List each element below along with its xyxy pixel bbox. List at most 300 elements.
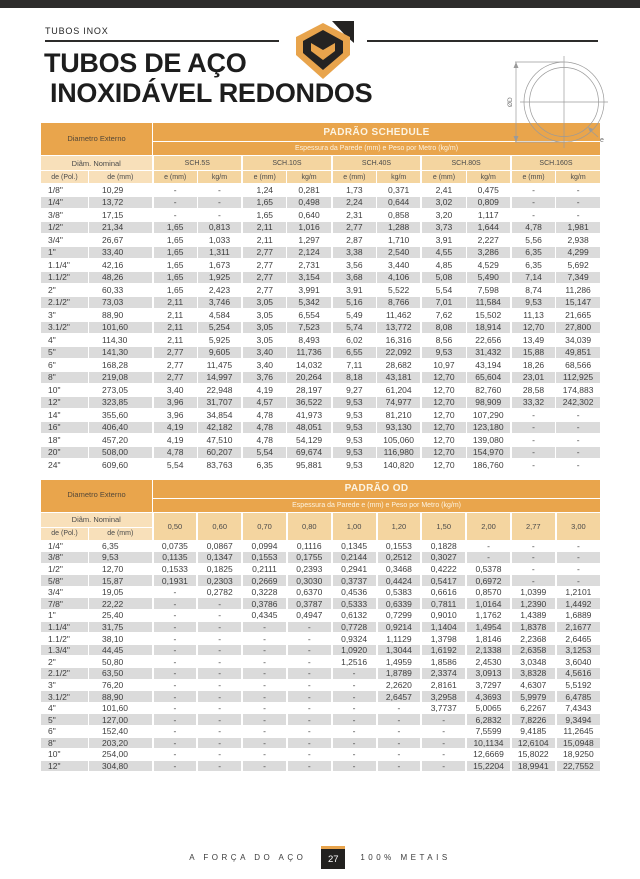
- table-cell: 12,70: [421, 446, 466, 459]
- table-cell: 1,4954: [466, 621, 511, 633]
- table-cell: 0,858: [377, 209, 422, 222]
- table-cell: 12,70: [421, 459, 466, 472]
- schedule-group-header: SCH.40S: [332, 156, 422, 171]
- table-cell: 203,20: [89, 737, 153, 749]
- table-cell: 152,40: [89, 726, 153, 738]
- table-cell: 8,08: [421, 321, 466, 334]
- table-cell: 112,925: [556, 371, 601, 384]
- table-cell: -: [332, 737, 377, 749]
- table-cell: 5/8": [41, 575, 89, 587]
- table-cell: -: [242, 668, 287, 680]
- table-cell: 1,2101: [556, 586, 601, 598]
- table-cell: -: [197, 196, 242, 209]
- table-cell: 1/8": [41, 184, 89, 197]
- table-cell: 74,977: [377, 396, 422, 409]
- table-cell: 43,194: [466, 359, 511, 372]
- table-cell: 2,8161: [421, 679, 466, 691]
- table-cell: 9,53: [332, 421, 377, 434]
- table-row: [41, 552, 601, 564]
- table-cell: -: [197, 598, 242, 610]
- table-cell: 8": [41, 737, 89, 749]
- table-cell: 9,4185: [511, 726, 556, 738]
- table-cell: 98,909: [466, 396, 511, 409]
- table-cell: 10,1134: [466, 737, 511, 749]
- table-cell: 1,2516: [332, 656, 377, 668]
- table-cell: 10,97: [421, 359, 466, 372]
- table-cell: -: [197, 656, 242, 668]
- table-cell: -: [556, 563, 601, 575]
- table-cell: 7,11: [332, 359, 377, 372]
- page-number: 27: [328, 853, 339, 865]
- table-cell: 0,7728: [332, 621, 377, 633]
- table-cell: -: [287, 656, 332, 668]
- table-cell: -: [511, 184, 556, 197]
- table-cell: 2,11: [242, 221, 287, 234]
- table-cell: -: [511, 421, 556, 434]
- table-cell: 6,55: [332, 346, 377, 359]
- table-cell: 1,288: [377, 221, 422, 234]
- table-cell: 2,731: [287, 259, 332, 272]
- sub-col-header: e (mm): [153, 171, 198, 184]
- table-row: [41, 209, 601, 222]
- table-cell: 28,58: [511, 384, 556, 397]
- table-cell: -: [242, 760, 287, 772]
- table-cell: 7,8226: [511, 714, 556, 726]
- table-cell: 6,35: [511, 246, 556, 259]
- section-label: TUBOS INOX: [45, 26, 109, 36]
- table-cell: 254,00: [89, 749, 153, 761]
- table-cell: 5,0065: [466, 702, 511, 714]
- table-cell: -: [421, 726, 466, 738]
- table-cell: 0,644: [377, 196, 422, 209]
- table-cell: 47,510: [197, 434, 242, 447]
- table-cell: -: [556, 575, 601, 587]
- table-cell: 1,0920: [332, 644, 377, 656]
- table-cell: 1/2": [41, 221, 89, 234]
- table-cell: 22,7552: [556, 760, 601, 772]
- table-cell: -: [511, 552, 556, 564]
- table-cell: 81,210: [377, 409, 422, 422]
- table-cell: 0,2303: [197, 575, 242, 587]
- table-cell: 6,4785: [556, 691, 601, 703]
- table-cell: 36,522: [287, 396, 332, 409]
- table-cell: 9,53: [89, 552, 153, 564]
- table-cell: 508,00: [89, 446, 153, 459]
- table-cell: 174,883: [556, 384, 601, 397]
- table-cell: 2,1338: [466, 644, 511, 656]
- table-cell: 31,707: [197, 396, 242, 409]
- table-cell: 3,05: [242, 296, 287, 309]
- table-row: [41, 259, 601, 272]
- table-cell: -: [556, 196, 601, 209]
- table-cell: 141,30: [89, 346, 153, 359]
- table-cell: 1,644: [466, 221, 511, 234]
- table-cell: 5,490: [466, 271, 511, 284]
- table-cell: 4,78: [153, 446, 198, 459]
- table-cell: 6,2267: [511, 702, 556, 714]
- thickness-col-header: 3,00: [556, 512, 601, 540]
- table-row: [41, 396, 601, 409]
- table-cell: 154,970: [466, 446, 511, 459]
- table-cell: 3,68: [332, 271, 377, 284]
- table-cell: -: [332, 760, 377, 772]
- table-cell: 12": [41, 760, 89, 772]
- table-cell: 12,70: [89, 563, 153, 575]
- table-cell: 2,77: [242, 259, 287, 272]
- table-cell: -: [377, 702, 422, 714]
- table-cell: -: [511, 409, 556, 422]
- table-cell: 2,11: [153, 321, 198, 334]
- table-cell: -: [332, 679, 377, 691]
- table-cell: 0,1553: [242, 552, 287, 564]
- table-cell: 0,3787: [287, 598, 332, 610]
- table-cell: -: [332, 749, 377, 761]
- table-cell: 68,566: [556, 359, 601, 372]
- table-row: [41, 221, 601, 234]
- table-row: [41, 563, 601, 575]
- table-cell: -: [153, 702, 198, 714]
- table-row: [41, 679, 601, 691]
- table-cell: 0,3786: [242, 598, 287, 610]
- table-cell: 2,77: [153, 371, 198, 384]
- table-cell: 93,130: [377, 421, 422, 434]
- page-title: [44, 48, 372, 108]
- table-cell: 1,65: [153, 221, 198, 234]
- table-cell: 3,440: [377, 259, 422, 272]
- table-cell: 0,2669: [242, 575, 287, 587]
- col-header-inches: de (Pol.): [41, 171, 89, 184]
- table-cell: 1,65: [153, 246, 198, 259]
- table-cell: 2,2368: [511, 633, 556, 645]
- table-cell: 0,3228: [242, 586, 287, 598]
- table-row: [41, 421, 601, 434]
- table-cell: 1,65: [153, 234, 198, 247]
- table-cell: 10": [41, 749, 89, 761]
- table-cell: -: [153, 714, 198, 726]
- footer-slogan-left: A FORÇA DO AÇO: [189, 853, 307, 862]
- table-cell: 18": [41, 434, 89, 447]
- table-cell: 9,53: [511, 296, 556, 309]
- table-cell: 2,540: [377, 246, 422, 259]
- thickness-col-header: 0,60: [197, 512, 242, 540]
- od-table-title: PADRÃO OD: [153, 479, 601, 498]
- table-cell: 5,9979: [511, 691, 556, 703]
- table-row: [41, 540, 601, 552]
- table-cell: 18,9250: [556, 749, 601, 761]
- table-cell: 0,3468: [377, 563, 422, 575]
- table-cell: 0,5383: [377, 586, 422, 598]
- table-cell: 12,70: [421, 421, 466, 434]
- table-cell: 4,78: [242, 434, 287, 447]
- table-cell: 27,800: [556, 321, 601, 334]
- table-cell: 2,11: [153, 309, 198, 322]
- table-cell: 0,5417: [421, 575, 466, 587]
- table-cell: 2,124: [287, 246, 332, 259]
- schedule-group-header: SCH.80S: [421, 156, 511, 171]
- table-cell: -: [332, 714, 377, 726]
- table-cell: -: [332, 702, 377, 714]
- table-cell: 2,6358: [511, 644, 556, 656]
- table-cell: 0,6616: [421, 586, 466, 598]
- table-cell: 3,73: [421, 221, 466, 234]
- table-cell: 9,53: [332, 459, 377, 472]
- table-cell: 7,349: [556, 271, 601, 284]
- thickness-col-header: 0,70: [242, 512, 287, 540]
- table-cell: 1,117: [466, 209, 511, 222]
- table-row: [41, 610, 601, 622]
- table-cell: 5,254: [197, 321, 242, 334]
- table-cell: 15,8022: [511, 749, 556, 761]
- table-cell: 6": [41, 359, 89, 372]
- table-cell: 7,14: [511, 271, 556, 284]
- table-cell: 3,154: [287, 271, 332, 284]
- sub-col-header: e (mm): [511, 171, 556, 184]
- table-cell: -: [287, 726, 332, 738]
- table-cell: 1,4959: [377, 656, 422, 668]
- table-cell: 26,67: [89, 234, 153, 247]
- table-cell: 0,1345: [332, 540, 377, 552]
- title-line-2: INOXIDÁVEL REDONDOS: [50, 78, 373, 108]
- footer-slogan-right: 100% METAIS: [360, 853, 451, 862]
- table-cell: 186,760: [466, 459, 511, 472]
- table-row: [41, 726, 601, 738]
- thickness-col-header: 1,50: [421, 512, 466, 540]
- table-row: [41, 234, 601, 247]
- table-cell: 11,475: [197, 359, 242, 372]
- table-cell: 2,87: [332, 234, 377, 247]
- table-cell: -: [377, 760, 422, 772]
- table-cell: -: [197, 668, 242, 680]
- table-cell: 2,4530: [466, 656, 511, 668]
- table-cell: -: [153, 668, 198, 680]
- table-row: [41, 459, 601, 472]
- table-cell: 12,70: [421, 434, 466, 447]
- col-header-mm: de (mm): [89, 171, 153, 184]
- sub-col-header: e (mm): [421, 171, 466, 184]
- od-table-subtitle: Espessura da Parede e (mm) e Peso por Metro (kg/m): [153, 498, 601, 512]
- table-cell: 2,11: [153, 296, 198, 309]
- table-cell: 8,56: [421, 334, 466, 347]
- table-cell: 2,41: [421, 184, 466, 197]
- table-cell: 1,8146: [466, 633, 511, 645]
- table-cell: 25,40: [89, 610, 153, 622]
- table-cell: 0,1828: [421, 540, 466, 552]
- table-cell: 1,0399: [511, 586, 556, 598]
- table-cell: 3,20: [421, 209, 466, 222]
- table-cell: -: [556, 540, 601, 552]
- sub-col-header: kg/m: [377, 171, 422, 184]
- table-cell: -: [153, 726, 198, 738]
- table-cell: 33,32: [511, 396, 556, 409]
- table-cell: 609,60: [89, 459, 153, 472]
- table-cell: 1,3798: [421, 633, 466, 645]
- table-cell: 0,498: [287, 196, 332, 209]
- table-cell: 2,423: [197, 284, 242, 297]
- table-cell: 3,7297: [466, 679, 511, 691]
- table-row: [41, 434, 601, 447]
- table-cell: 2,6457: [377, 691, 422, 703]
- thickness-col-header: 0,50: [153, 512, 198, 540]
- table-cell: 0,809: [466, 196, 511, 209]
- table-cell: 0,6132: [332, 610, 377, 622]
- table-cell: 3,05: [242, 309, 287, 322]
- table-cell: 0,2512: [377, 552, 422, 564]
- title-line-1: TUBOS DE AÇO: [44, 48, 247, 78]
- thickness-col-header: 2,00: [466, 512, 511, 540]
- table-cell: 2,77: [242, 284, 287, 297]
- table-cell: 168,28: [89, 359, 153, 372]
- table-cell: 12,70: [421, 371, 466, 384]
- table-cell: 8,74: [511, 284, 556, 297]
- table-cell: 406,40: [89, 421, 153, 434]
- table-cell: -: [197, 184, 242, 197]
- table-cell: 3,2958: [421, 691, 466, 703]
- table-cell: 17,15: [89, 209, 153, 222]
- table-cell: 2.1/2": [41, 296, 89, 309]
- table-cell: 7,5599: [466, 726, 511, 738]
- table-cell: -: [287, 633, 332, 645]
- table-cell: 9,53: [332, 409, 377, 422]
- table-cell: 1,925: [197, 271, 242, 284]
- table-cell: 31,432: [466, 346, 511, 359]
- table-cell: -: [197, 621, 242, 633]
- table-cell: 4,5616: [556, 668, 601, 680]
- corner-header: Diametro Externo: [41, 123, 153, 156]
- table-cell: 28,682: [377, 359, 422, 372]
- table-cell: 9,53: [332, 446, 377, 459]
- table-row: [41, 737, 601, 749]
- table-cell: 3,91: [332, 284, 377, 297]
- table-cell: 0,2941: [332, 563, 377, 575]
- table-cell: 1,73: [332, 184, 377, 197]
- corner-header: Diametro Externo: [41, 479, 153, 512]
- col-header-inches: de (Pol.): [41, 527, 89, 540]
- table-cell: 5,522: [377, 284, 422, 297]
- table-cell: 11,736: [287, 346, 332, 359]
- schedule-group-header: SCH.5S: [153, 156, 243, 171]
- table-cell: 1,1762: [466, 610, 511, 622]
- page-number-badge: [321, 846, 345, 869]
- table-cell: 1,2390: [511, 598, 556, 610]
- table-cell: 2,11: [153, 334, 198, 347]
- table-cell: 1.3/4": [41, 644, 89, 656]
- sub-col-header: kg/m: [466, 171, 511, 184]
- table-cell: -: [466, 540, 511, 552]
- table-cell: 1.1/4": [41, 259, 89, 272]
- table-cell: 65,604: [466, 371, 511, 384]
- table-cell: 0,1347: [197, 552, 242, 564]
- table-cell: 4,57: [242, 396, 287, 409]
- table-cell: 3,991: [287, 284, 332, 297]
- table-cell: 101,60: [89, 702, 153, 714]
- table-cell: 9,53: [332, 434, 377, 447]
- table-row: [41, 446, 601, 459]
- table-cell: 3,38: [332, 246, 377, 259]
- table-cell: 457,20: [89, 434, 153, 447]
- table-cell: 1,3044: [377, 644, 422, 656]
- table-row: [41, 284, 601, 297]
- table-cell: -: [511, 575, 556, 587]
- table-cell: 3,76: [242, 371, 287, 384]
- table-cell: 0,9010: [421, 610, 466, 622]
- table-cell: 2,3374: [421, 668, 466, 680]
- table-cell: 10": [41, 384, 89, 397]
- table-cell: 22,656: [466, 334, 511, 347]
- table-cell: 4,78: [242, 421, 287, 434]
- table-cell: 1,033: [197, 234, 242, 247]
- table-cell: 0,9324: [332, 633, 377, 645]
- table-cell: 3/4": [41, 234, 89, 247]
- table-cell: 1/2": [41, 563, 89, 575]
- table-cell: 5,54: [242, 446, 287, 459]
- table-cell: 2,77: [153, 359, 198, 372]
- table-row: [41, 668, 601, 680]
- table-cell: -: [242, 644, 287, 656]
- table-cell: 88,90: [89, 309, 153, 322]
- table-cell: 49,851: [556, 346, 601, 359]
- table-cell: 3,05: [242, 321, 287, 334]
- table-cell: 0,0735: [153, 540, 198, 552]
- table-cell: 3,91: [421, 234, 466, 247]
- table-cell: 11,584: [466, 296, 511, 309]
- table-cell: -: [556, 552, 601, 564]
- table-cell: 0,4947: [287, 610, 332, 622]
- table-cell: 0,7811: [421, 598, 466, 610]
- table-cell: 0,2144: [332, 552, 377, 564]
- table-row: [41, 321, 601, 334]
- table-cell: -: [511, 459, 556, 472]
- table-cell: 0,4536: [332, 586, 377, 598]
- table-cell: 1,24: [242, 184, 287, 197]
- table-cell: 2,227: [466, 234, 511, 247]
- table-cell: -: [556, 209, 601, 222]
- table-cell: 13,49: [511, 334, 556, 347]
- table-cell: 7/8": [41, 598, 89, 610]
- table-cell: 1,65: [153, 284, 198, 297]
- table-cell: 5": [41, 346, 89, 359]
- table-cell: -: [556, 446, 601, 459]
- table-cell: -: [153, 749, 198, 761]
- table-cell: 7,01: [421, 296, 466, 309]
- table-cell: 9,53: [421, 346, 466, 359]
- table-cell: 273,05: [89, 384, 153, 397]
- table-cell: -: [153, 644, 198, 656]
- schedule-table-title: PADRÃO SCHEDULE: [153, 123, 601, 142]
- table-cell: 15,88: [511, 346, 556, 359]
- table-cell: 5,74: [332, 321, 377, 334]
- table-cell: 3,1253: [556, 644, 601, 656]
- table-cell: 3,286: [466, 246, 511, 259]
- table-cell: 2,77: [242, 271, 287, 284]
- table-cell: 20": [41, 446, 89, 459]
- table-cell: 11,13: [511, 309, 556, 322]
- table-cell: 4,299: [556, 246, 601, 259]
- table-row: [41, 633, 601, 645]
- sub-col-header: kg/m: [287, 171, 332, 184]
- table-cell: 4": [41, 702, 89, 714]
- table-cell: 0,1135: [153, 552, 198, 564]
- table-cell: -: [197, 737, 242, 749]
- table-cell: 1/4": [41, 540, 89, 552]
- table-cell: 1,1404: [421, 621, 466, 633]
- table-cell: -: [332, 668, 377, 680]
- table-row: [41, 691, 601, 703]
- table-row: [41, 656, 601, 668]
- table-cell: 3,02: [421, 196, 466, 209]
- table-cell: 48,26: [89, 271, 153, 284]
- table-cell: -: [242, 749, 287, 761]
- table-cell: -: [287, 702, 332, 714]
